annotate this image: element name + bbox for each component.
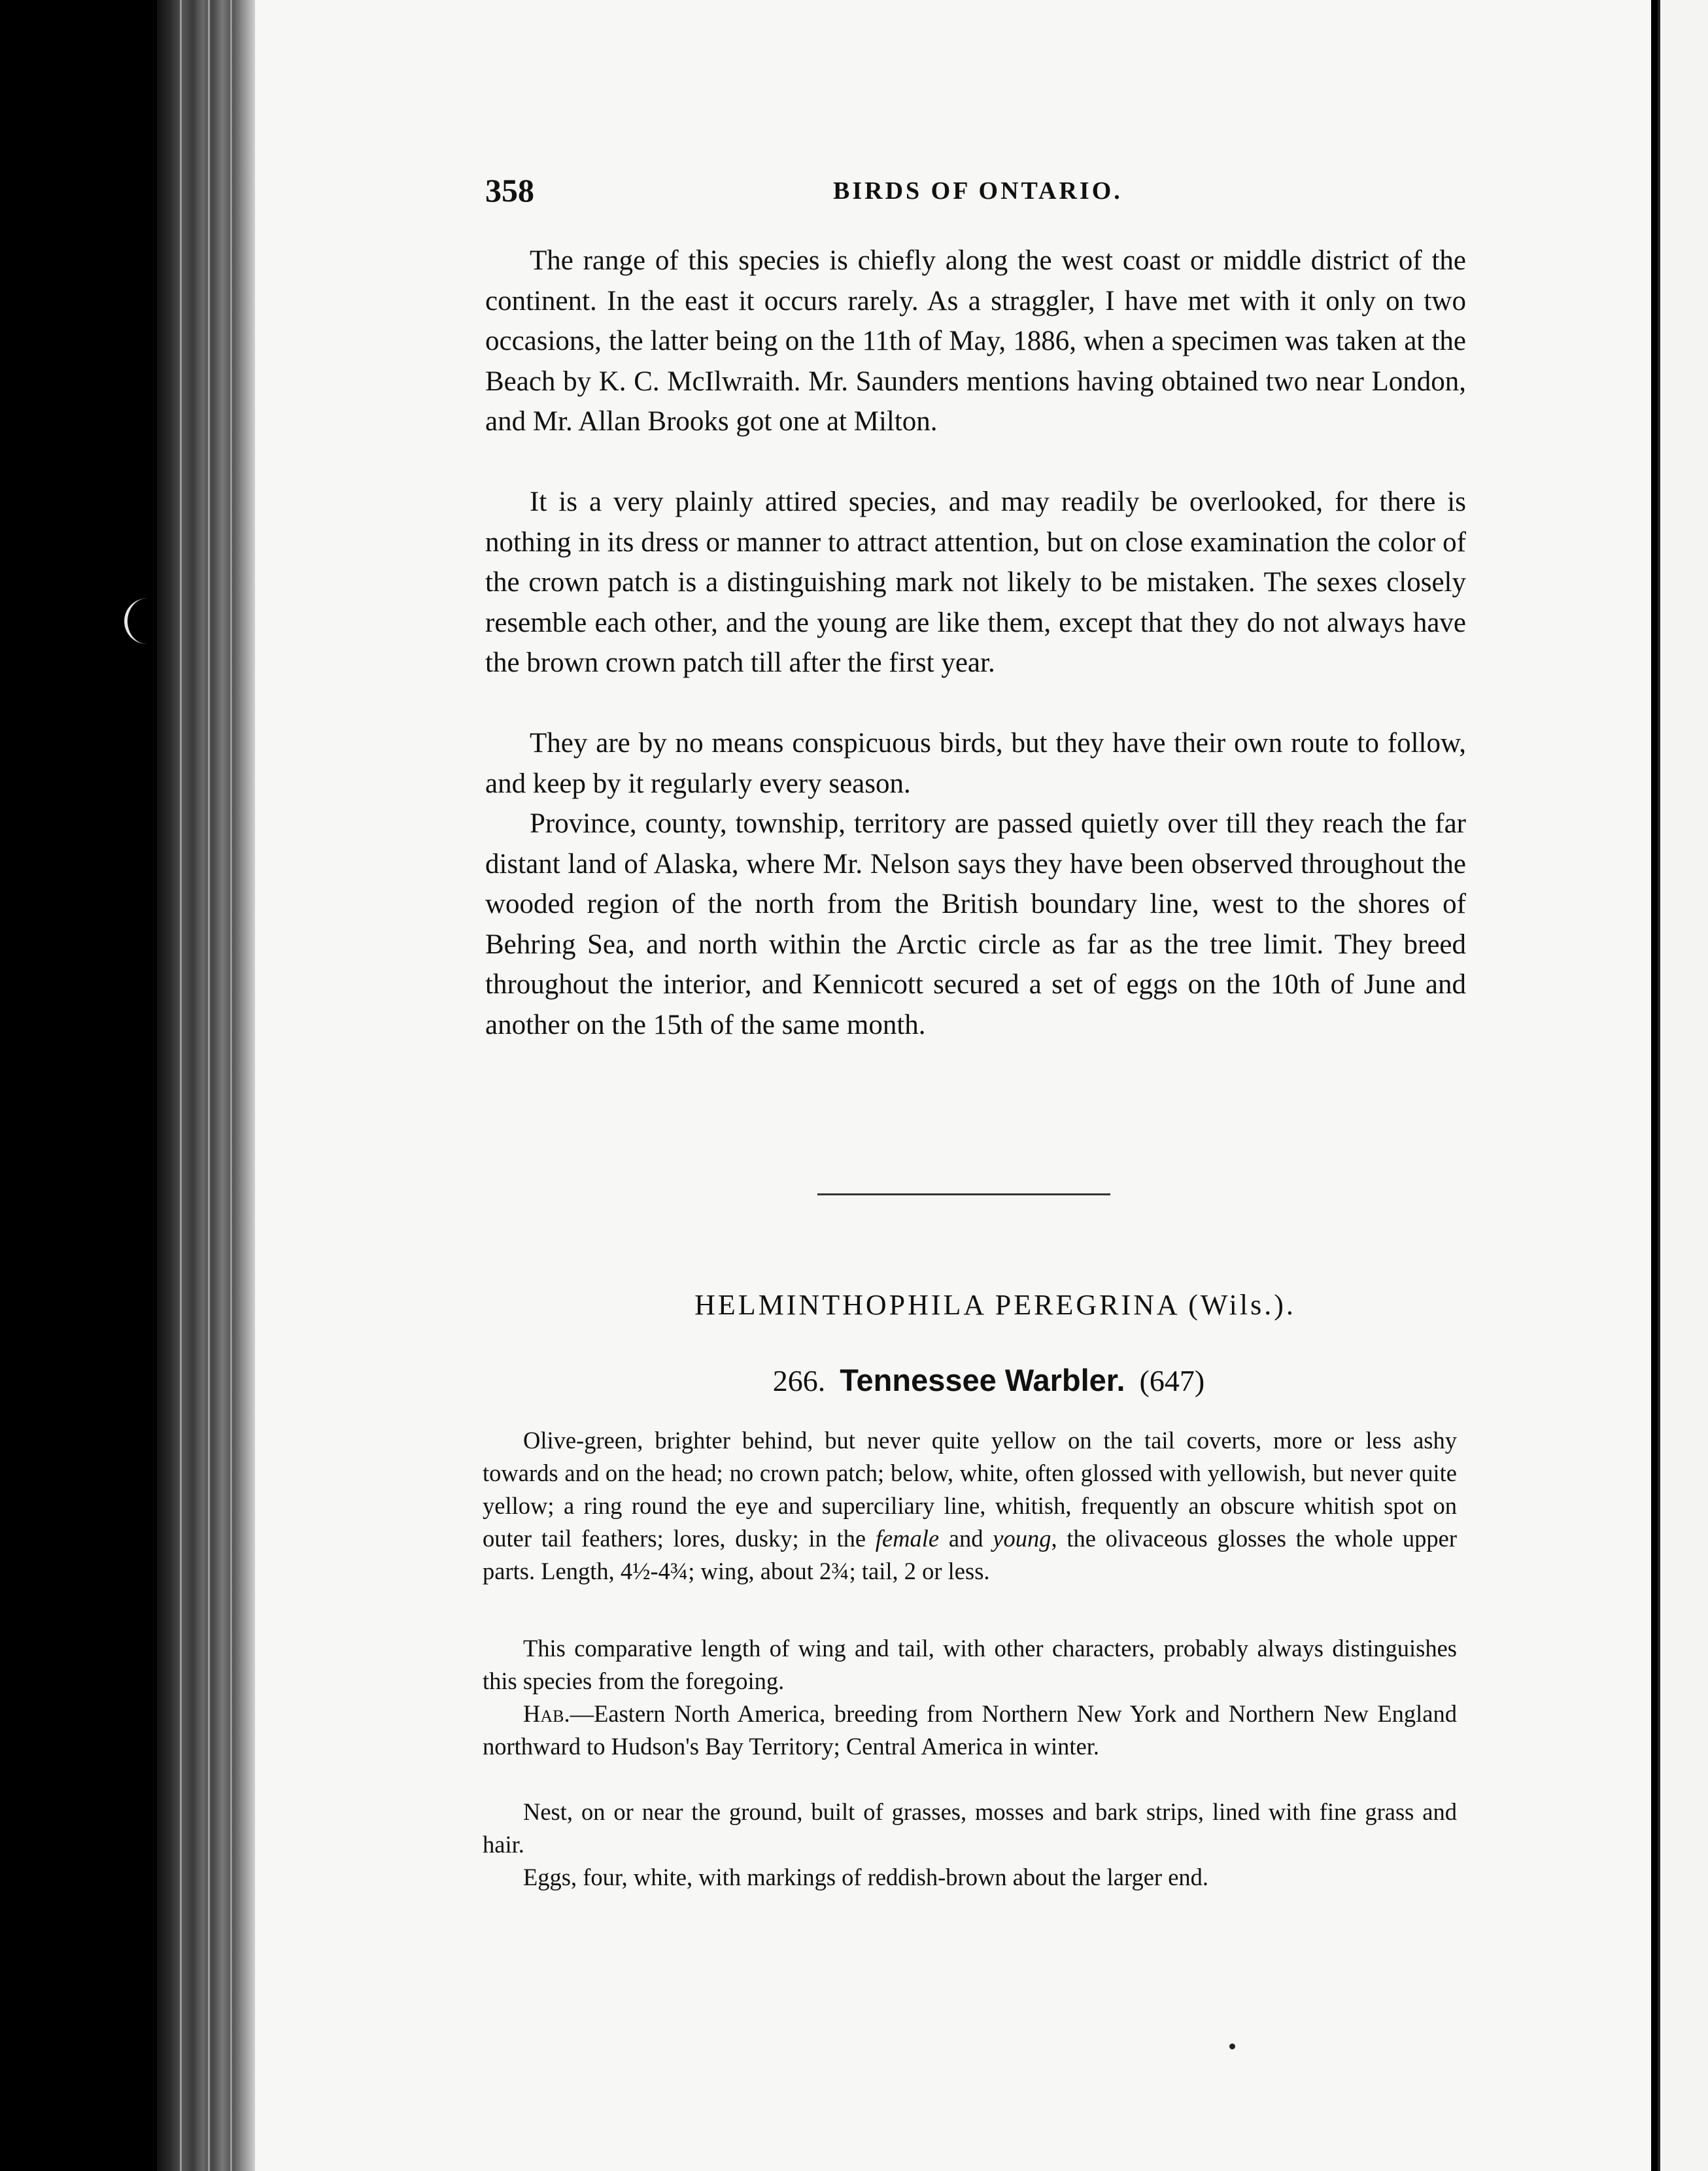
species-number: 266. [772, 1364, 826, 1397]
page-edge-line [230, 0, 232, 2171]
description-text: and [948, 1525, 983, 1552]
species-description [483, 1424, 1457, 1588]
body-paragraph: It is a very plainly attired species, and may readily be overlooked, for there is nothing in its dress or manner to attract attention, but on close examination the color of the crown patch is a distinguishing mark not likely to be mistaken. The sexes closely resemble each other, and the young are like them, except that they do not always have the brown crown patch till after the first year. [485, 487, 1466, 678]
comparison-note: This comparative length of wing and tail, with other characters, probably always distinguishes this species from the foregoing. [483, 1635, 1457, 1694]
page-speck [1229, 2043, 1235, 2049]
description-italic-young: young [993, 1525, 1051, 1552]
running-head [485, 171, 1466, 217]
body-paragraph: Province, county, township, territory are passed quietly over till they reach the far distant land of Alaska, where Mr. Nelson says they have been observed throughout the wooded region of the north from the British boundary line, west to the shores of Behring Sea, and north within the Arctic circle as far as the tree limit. They breed throughout the interior, and Kennicott secured a set of eggs on the 10th of June and another on the 15th of the same month. [485, 808, 1466, 1040]
habitat-text: —Eastern North America, breeding from Northern New York and Northern New England northward to Hudson's Bay Territory; Central America in winter. [483, 1700, 1457, 1760]
book-binding-edge [157, 0, 255, 2171]
margin-mark [124, 598, 147, 644]
running-title: BIRDS OF ONTARIO. [833, 177, 1123, 205]
adjacent-page-edge [1658, 0, 1708, 2171]
eggs-note: Eggs, four, white, with markings of reddish-brown about the larger end. [523, 1864, 1209, 1890]
body-paragraph: They are by no means conspicuous birds, but they have their own route to follow, and keep by it regularly every season. [485, 728, 1466, 799]
description-text: Olive-green, brighter behind, but never quite yellow on the tail coverts, more or less ashy towards and on the head; no crown patch; below, white, often glossed with yellowish, but never quite yellow; a ring round the eye and superciliary line, whitish, frequently an obscure whitish spot on outer tail feathers; lores, dusky; in the [483, 1427, 1457, 1552]
species-title-line [485, 1362, 1466, 1398]
species-code: (647) [1139, 1364, 1205, 1397]
body-paragraph: The range of this species is chiefly along the west coast or middle district of the continent. In the east it occurs rarely. As a straggler, I have met with it only on two occasions, the latter being on the 11th of May, 1886, when a specimen was taken at the Beach by K. C. McIlwraith. Mr. Saunders mentions having obtained two near London, and Mr. Allan Brooks got one at Milton. [485, 245, 1466, 437]
habitat-label: Hab. [523, 1700, 570, 1727]
page-edge-line [208, 0, 210, 2171]
page-edge-line [180, 0, 182, 2171]
description-text: , the olivaceous glosses the whole upper parts. Length, 4½-4¾; wing, about 2¾; tail, 2 or less. [483, 1525, 1458, 1584]
section-divider [817, 1193, 1110, 1195]
species-scientific-name: HELMINTHOPHILA PEREGRINA (Wils.). [694, 1289, 1296, 1321]
description-italic-female: female [875, 1525, 940, 1552]
species-common-name: Tennessee Warbler. [840, 1363, 1125, 1397]
habitat-note [483, 1698, 1457, 1763]
page-number: 358 [485, 172, 534, 209]
nest-note: Nest, on or near the ground, built of grasses, mosses and bark strips, lined with fine grass and hair. [483, 1798, 1457, 1858]
